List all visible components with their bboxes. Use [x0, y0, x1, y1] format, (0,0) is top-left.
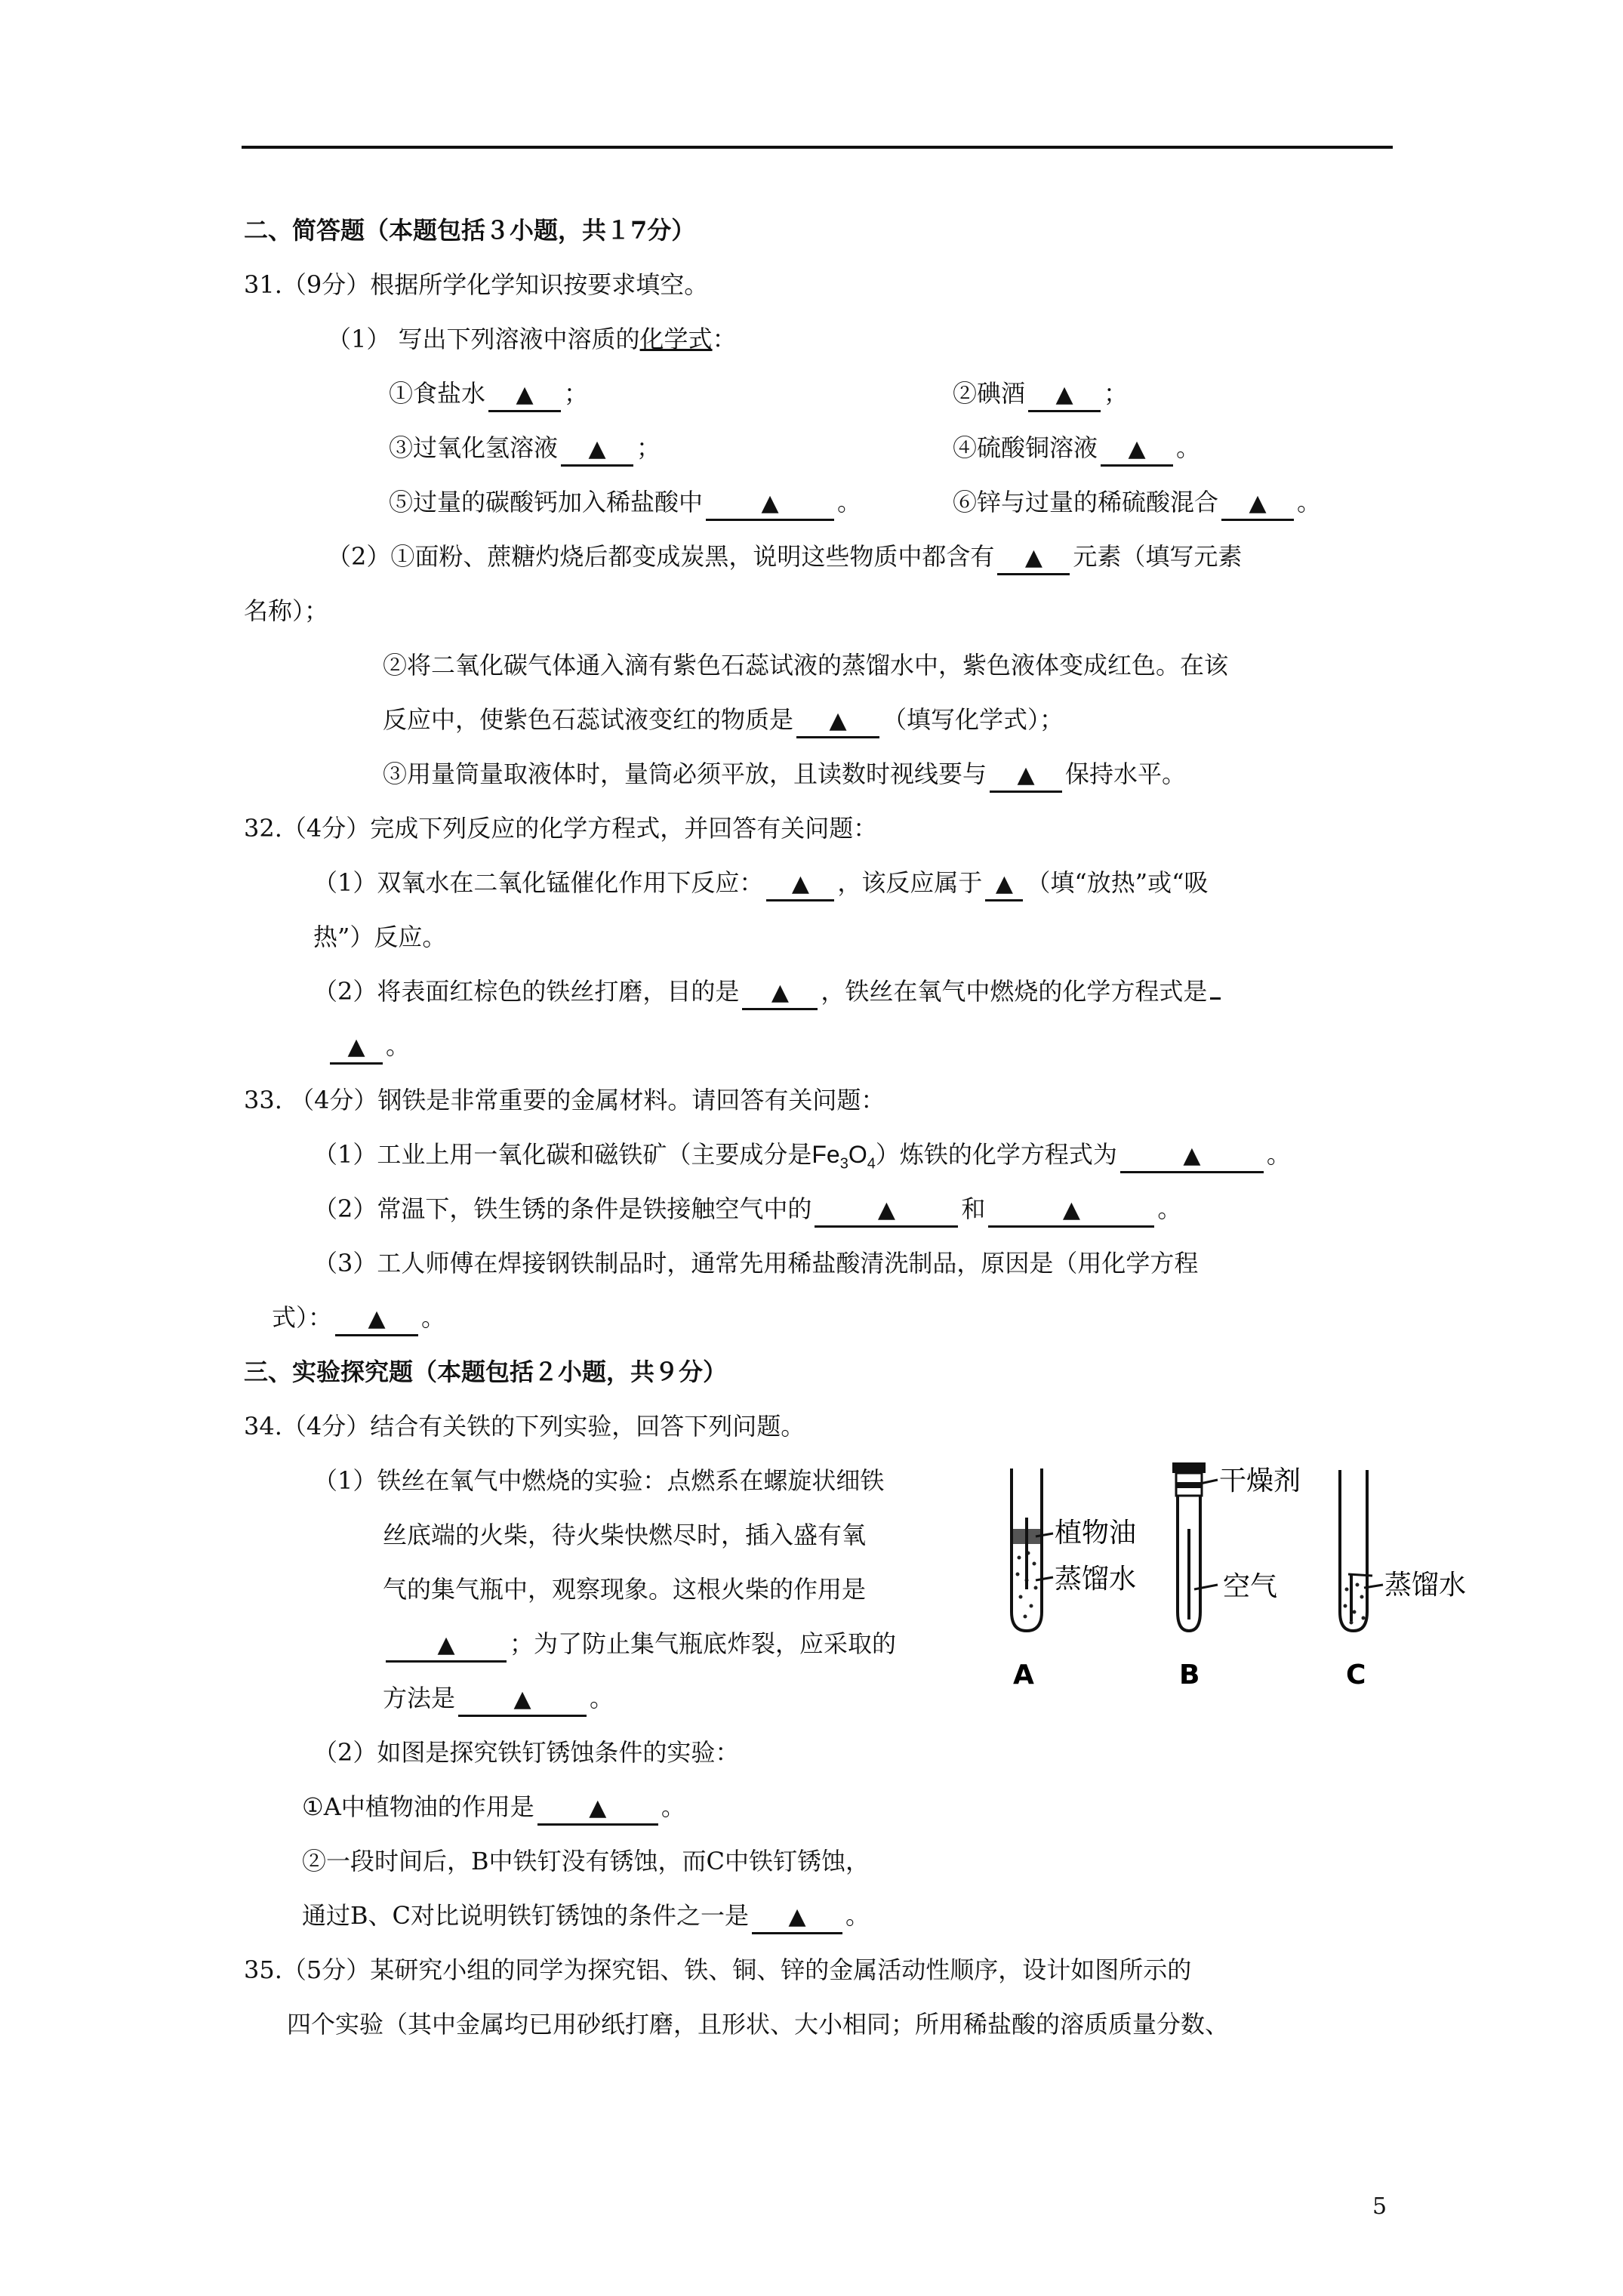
label-oil: 植物油 — [1055, 1518, 1137, 1549]
page-number: 5 — [1372, 2193, 1387, 2220]
answer-blank[interactable]: ▲ — [796, 704, 879, 738]
section-3-heading: 三、实验探究题（本题包括２小题，共９分） — [244, 1358, 728, 1386]
q31-part2c: ③用量筒量取液体时，量筒必须平放，且读数时视线要与 ▲ 保持水平。 — [383, 757, 1186, 793]
answer-blank[interactable]: ▲ — [985, 868, 1023, 901]
answer-blank[interactable]: ▲ — [458, 1683, 587, 1717]
q31-stem: 31.（9分）根据所学化学知识按要求填空。 — [244, 270, 709, 299]
q31-item2: ②碘酒 ▲ ； — [953, 377, 1128, 412]
answer-blank-lead — [1210, 997, 1221, 1000]
answer-blank[interactable]: ▲ — [330, 1031, 383, 1065]
q33-stem: 33. （4分）钢铁是非常重要的金属材料。请回答有关问题： — [244, 1086, 885, 1114]
label-air: 空气 — [1223, 1571, 1278, 1602]
label-water-c: 蒸馏水 — [1384, 1570, 1467, 1601]
q33-part3-cont: 式）： ▲ 。 — [272, 1301, 445, 1336]
q31-item3: ③过氧化氢溶液 ▲ ； — [389, 431, 661, 467]
header-rule — [242, 146, 1393, 149]
answer-blank[interactable]: ▲ — [997, 541, 1070, 575]
answer-blank[interactable]: ▲ — [766, 868, 834, 901]
label-water-a: 蒸馏水 — [1055, 1564, 1137, 1595]
test-tube-a — [1012, 1469, 1136, 1687]
q32-part2-cont: ▲ 。 — [327, 1029, 410, 1065]
q31-item6: ⑥锌与过量的稀硫酸混合 ▲ 。 — [953, 485, 1321, 521]
answer-blank[interactable]: ▲ — [488, 378, 561, 412]
q32-stem: 32.（4分）完成下列反应的化学方程式，并回答有关问题： — [244, 814, 878, 843]
answer-blank[interactable]: ▲ — [990, 759, 1062, 793]
q31-part1: （1） 写出下列溶液中溶质的化学式： — [327, 325, 737, 353]
q31-part2a-cont: 名称）； — [244, 596, 329, 625]
q34-part2c: 通过B、C对比说明铁钉锈蚀的条件之一是 ▲ 。 — [302, 1899, 870, 1934]
answer-blank[interactable]: ▲ — [1028, 378, 1101, 412]
q34-part1-line5: 方法是 ▲ 。 — [383, 1681, 614, 1717]
formula-fe3o4: $Fe_3O_4$ — [812, 1141, 876, 1173]
tube-c-label: C — [1346, 1660, 1366, 1687]
q34-part2a: ①A中植物油的作用是 ▲ 。 — [302, 1790, 685, 1826]
q34-part1-line2: 丝底端的火柴，待火柴快燃尽时，插入盛有氧 — [383, 1521, 867, 1549]
q34-part1-line4: ▲ ；为了防止集气瓶底炸裂，应采取的 — [383, 1627, 896, 1663]
q34-part1-line1: （1）铁丝在氧气中燃烧的实验：点燃系在螺旋状细铁 — [313, 1466, 885, 1495]
test-tube-c — [1340, 1470, 1466, 1687]
q34-stem: 34.（4分）结合有关铁的下列实验，回答下列问题。 — [244, 1412, 805, 1441]
q34-part2: （2）如图是探究铁钉锈蚀条件的实验： — [313, 1738, 740, 1767]
answer-blank[interactable]: ▲ — [752, 1900, 842, 1934]
answer-blank[interactable]: ▲ — [335, 1302, 418, 1336]
q31-item1: ①食盐水 ▲ ； — [389, 377, 588, 412]
q31-part2a: （2）①面粉、蔗糖灼烧后都变成炭黑，说明这些物质中都含有 ▲ 元素（填写元素 — [327, 540, 1242, 575]
q32-part2: （2）将表面红棕色的铁丝打磨，目的是 ▲ ，铁丝在氧气中燃烧的化学方程式是 — [313, 975, 1224, 1010]
answer-blank[interactable]: ▲ — [815, 1194, 958, 1228]
answer-blank[interactable]: ▲ — [537, 1792, 658, 1826]
answer-blank[interactable]: ▲ — [988, 1194, 1154, 1228]
q34-part1-line3: 气的集气瓶中，观察现象。这根火柴的作用是 — [383, 1575, 867, 1604]
q35-line1: 35.（5分）某研究小组的同学为探究铝、铁、铜、锌的金属活动性顺序，设计如图所示的 — [244, 1955, 1192, 1984]
answer-blank[interactable]: ▲ — [386, 1629, 507, 1663]
q34-part2b: ②一段时间后，B中铁钉没有锈蚀，而C中铁钉锈蚀， — [302, 1847, 870, 1875]
chemical-formula-emphasis: 化学式 — [639, 325, 713, 353]
answer-blank[interactable]: ▲ — [1221, 487, 1294, 521]
q33-part3: （3）工人师傅在焊接钢铁制品时，通常先用稀盐酸清洗制品，原因是（用化学方程 — [313, 1249, 1199, 1277]
q35-line2: 四个实验（其中金属均已用砂纸打磨，且形状、大小相同；所用稀盐酸的溶质质量分数、 — [287, 2010, 1230, 2039]
section-2-heading: 二、简答题（本题包括３小题，共１7分） — [244, 216, 696, 245]
rust-experiment-figure — [996, 1461, 1480, 1687]
q32-part1: （1）双氧水在二氧化锰催化作用下反应： ▲ ，该反应属于 ▲ （填“放热”或“吸 — [313, 866, 1208, 901]
q31-item4: ④硫酸铜溶液 ▲ 。 — [953, 431, 1200, 467]
answer-blank[interactable]: ▲ — [706, 487, 834, 521]
answer-blank[interactable]: ▲ — [1101, 433, 1173, 467]
q31-part2b-line1: ②将二氧化碳气体通入滴有紫色石蕊试液的蒸馏水中，紫色液体变成红色。在该 — [383, 651, 1229, 680]
test-tube-b — [1172, 1462, 1301, 1687]
tube-a-label: A — [1013, 1660, 1034, 1687]
q33-part1: （1）工业上用一氧化碳和磁铁矿（主要成分是$Fe_3O_4$）炼铁的化学方程式为 ▲ 。 — [313, 1140, 1291, 1173]
label-desiccant: 干燥剂 — [1219, 1465, 1301, 1496]
q33-part2: （2）常温下，铁生锈的条件是铁接触空气中的 ▲ 和 ▲ 。 — [313, 1192, 1181, 1228]
answer-blank[interactable]: ▲ — [742, 976, 818, 1010]
answer-blank[interactable]: ▲ — [1120, 1139, 1264, 1173]
q31-item5: ⑤过量的碳酸钙加入稀盐酸中 ▲ 。 — [389, 485, 861, 521]
q32-part1-cont: 热”）反应。 — [313, 923, 447, 951]
q31-part2b-line2: 反应中，使紫色石蕊试液变红的物质是 ▲ （填写化学式）； — [383, 703, 1064, 738]
tube-b-label: B — [1179, 1660, 1200, 1687]
answer-blank[interactable]: ▲ — [561, 433, 633, 467]
